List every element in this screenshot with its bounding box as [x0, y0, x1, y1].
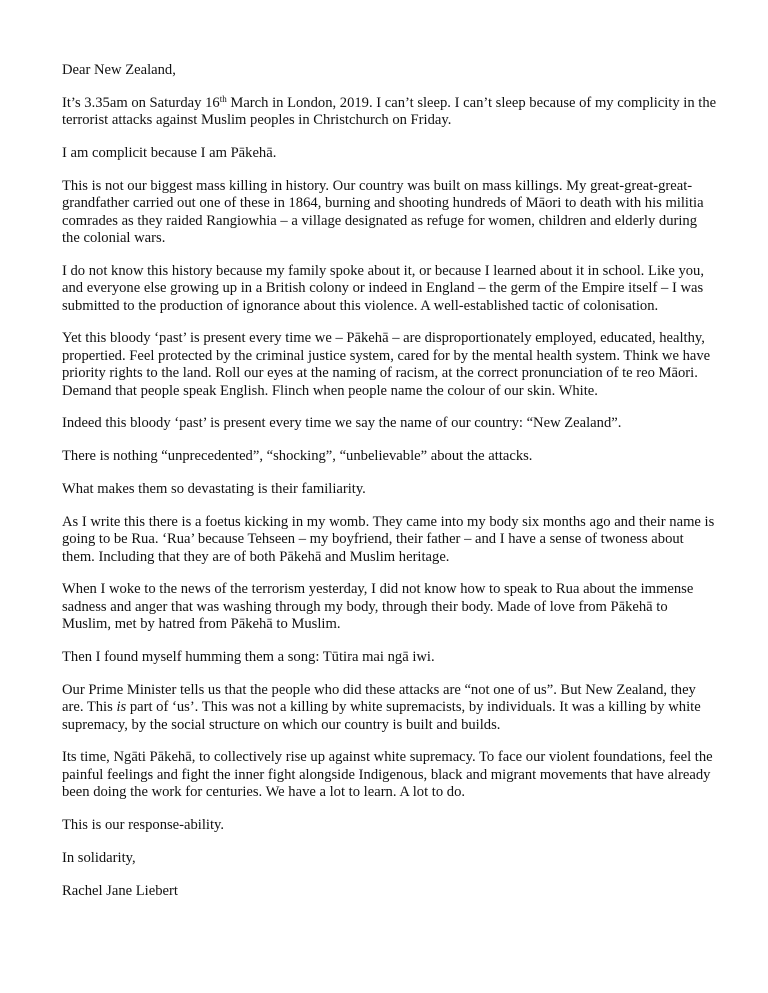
paragraph-song: Then I found myself humming them a song: Tūtira mai ngā iwi. — [62, 649, 435, 666]
paragraph-woke: When I woke to the news of the terrorism yesterday, I did not know how to speak to Rua about the immense sadness and anger that was washing through my body, through their body. Made of love from Pākehā to Muslim, met by hatred from Pākehā to Muslim. — [62, 581, 694, 633]
paragraph-ignorance: I do not know this history because my family spoke about it, or because I learned about it in school. Like you, and everyone else growing up in a British colony or indeed in England – the germ of the Empire itself – I was submitted to the production of ignorance about this violence. A well-established tactic of colonisation. — [62, 262, 704, 314]
ordinal-suffix: th — [219, 93, 227, 104]
salutation: Dear New Zealand, — [62, 62, 176, 78]
paragraph-history: This is not our biggest mass killing in history. Our country was built on mass killings. My great-great-great-grandfather carried out one of these in 1864, burning and shooting hundreds of Māori to death with his militia comrades as they raided Rangiowhia – a village designated as refuge for women, children and elderly during the colonial wars. — [62, 177, 704, 247]
paragraph-unprecedented: There is nothing “unprecedented”, “shocking”, “unbelievable” about the attacks. — [62, 448, 533, 465]
paragraph-rise-up: Its time, Ngāti Pākehā, to collectively rise up against white supremacy. To face our violent foundations, feel the painful feelings and fight the inner fight alongside Indigenous, black and migrant movements that have already been doing the work for centuries. We have a lot to learn. A lot to do. — [62, 749, 713, 801]
opening-text-b: March in London, 2019. I can’t sleep. I can’t sleep because of my complicity in the terrorist attacks against Muslim peoples in Christchurch on Friday. — [62, 94, 717, 129]
paragraph-rua: As I write this there is a foetus kicking in my womb. They came into my body six months ago and their name is going to be Rua. ‘Rua’ because Tehseen – my boyfriend, their father – and I have a sense of twoness about them. Including that they are of both Pākehā and Muslim heritage. — [62, 513, 715, 565]
paragraph-opening — [62, 95, 718, 130]
opening-text-a: It’s 3.35am on Saturday 16 — [62, 94, 220, 111]
closing: In solidarity, — [62, 849, 136, 866]
paragraph-country-name: Indeed this bloody ‘past’ is present every time we say the name of our country: “New Zealand”. — [62, 415, 622, 432]
paragraph-past-present: Yet this bloody ‘past’ is present every time we – Pākehā – are disproportionately employed, educated, healthy, propertied. Feel protected by the criminal justice system, cared for by the mental health system. Think we have priority rights to the land. Roll our eyes at the naming of racism, at the correct pronunciation of te reo Māori. Demand that people speak English. Flinch when people name the colour of our skin. White. — [62, 330, 711, 399]
pm-emphasis: is — [116, 699, 127, 716]
paragraph-complicit: I am complicit because I am Pākehā. — [62, 145, 277, 161]
paragraph-familiarity: What makes them so devastating is their familiarity. — [62, 481, 366, 498]
signature: Rachel Jane Liebert — [62, 882, 178, 899]
pm-text-b: part of ‘us’. This was not a killing by white supremacists, by individuals. It was a killing by white supremacy, by the social structure on which our country is built and builds. — [62, 699, 701, 733]
paragraph-response-ability: This is our response-ability. — [62, 817, 224, 834]
paragraph-prime-minister — [62, 682, 718, 734]
pm-text-a: Our Prime Minister tells us that the people who did these attacks are “not one of us”. But New Zealand, they are. This — [62, 681, 696, 716]
